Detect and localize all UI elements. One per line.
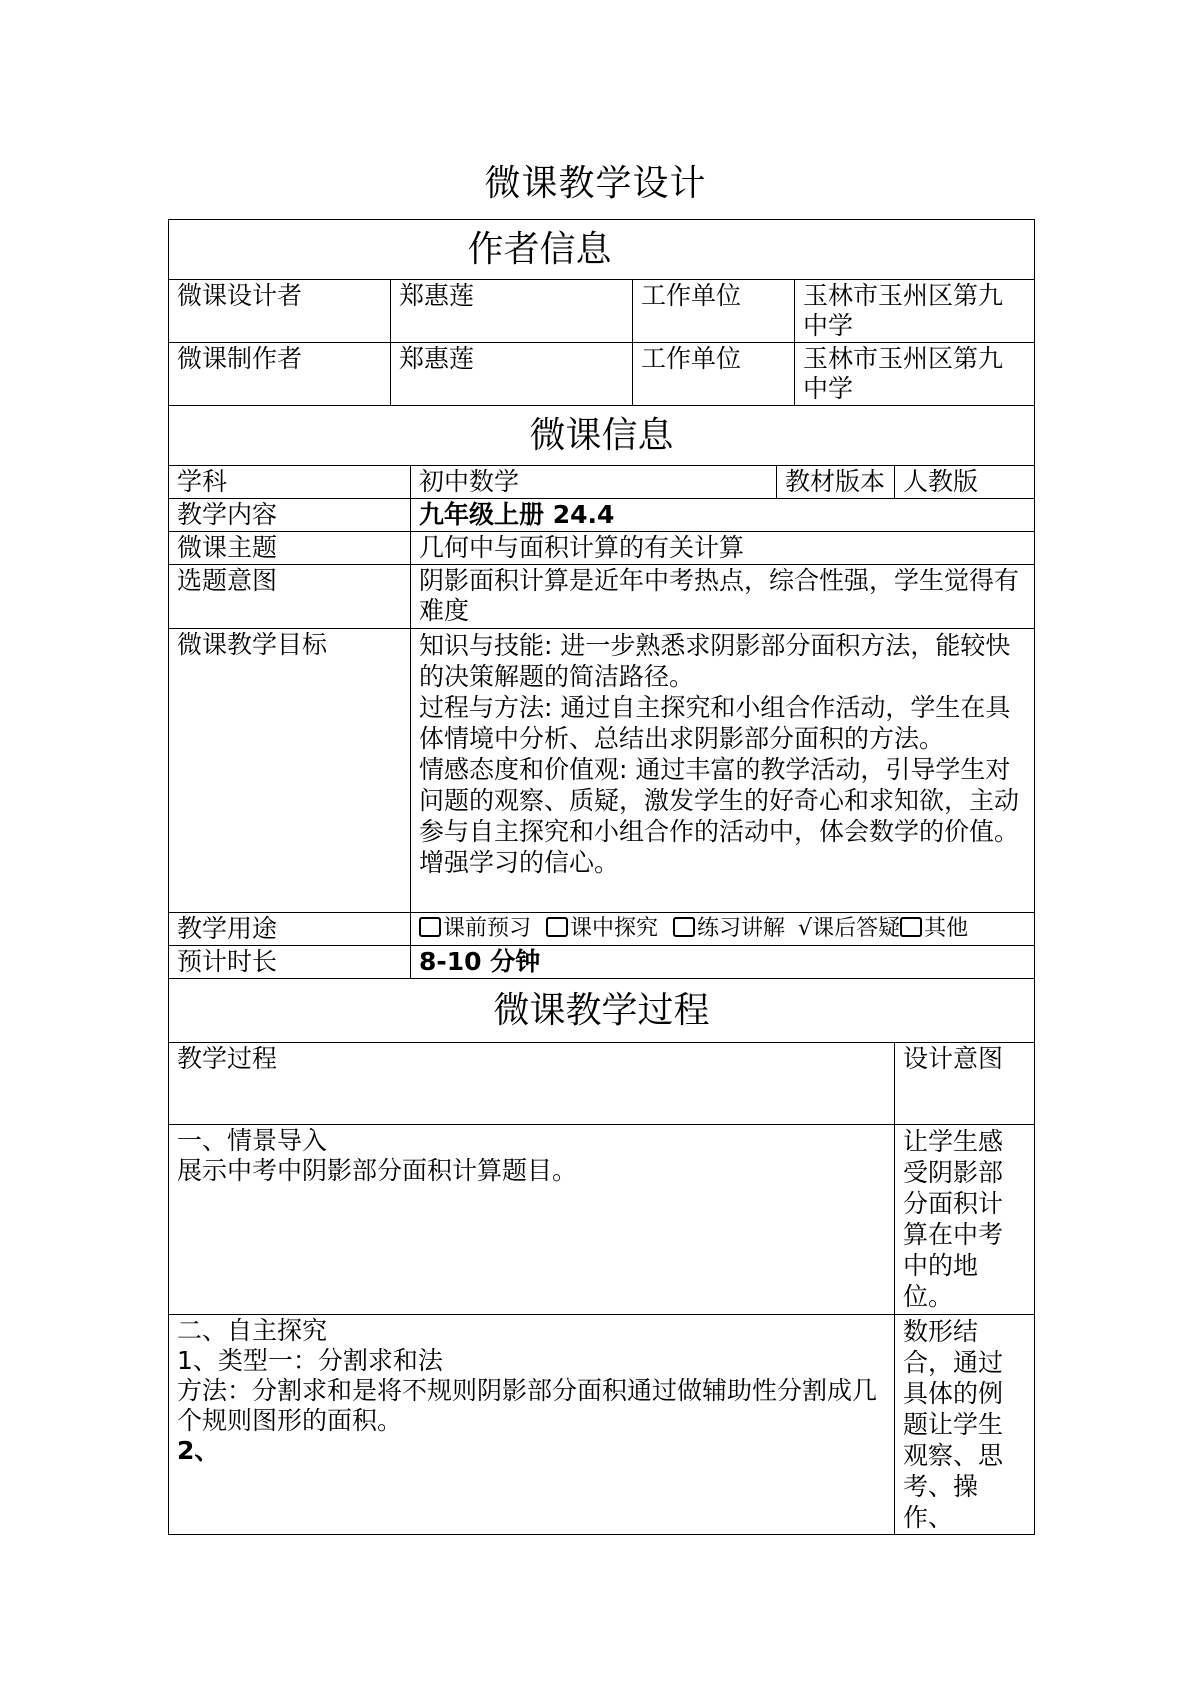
uses-row [169, 913, 1035, 946]
process-column-header: 教学过程 [169, 1043, 895, 1125]
uses-label: 教学用途 [169, 913, 411, 946]
producer-label: 微课制作者 [169, 343, 391, 406]
step-2-method: 方法：分割求和是将不规则阴影部分面积通过做辅助性分割成几个规则图形的面积。 [177, 1376, 878, 1435]
goals-value [411, 629, 1035, 913]
author-row [169, 343, 1035, 406]
step-2-content [169, 1315, 895, 1535]
topic-label: 微课主题 [169, 532, 411, 565]
intent-value: 阴影面积计算是近年中考热点，综合性强，学生觉得有难度 [411, 565, 1035, 629]
pre-class-label: 课前预习 [443, 916, 532, 941]
topic-value: 几何中与面积计算的有关计算 [411, 532, 1035, 565]
content-row [169, 499, 1035, 532]
subject-label: 学科 [169, 466, 411, 499]
intent-column-header: 设计意图 [895, 1043, 1035, 1125]
course-section-heading: 微课信息 [169, 406, 1035, 466]
process-step-row [169, 1315, 1035, 1535]
lesson-design-table [168, 219, 1035, 1535]
designer-unit-label: 工作单位 [633, 280, 795, 343]
in-class-checkbox[interactable] [546, 917, 568, 937]
step-2-type-one: 1、类型一：分割求和法 [177, 1346, 443, 1375]
step-1-content [169, 1125, 895, 1315]
duration-row [169, 946, 1035, 979]
process-header-row [169, 1043, 1035, 1125]
goal-knowledge: 知识与技能: 进一步熟悉求阴影部分面积方法，能较快的决策解题的简洁路径。 [419, 631, 1011, 691]
duration-label: 预计时长 [169, 946, 411, 979]
other-label: 其他 [924, 916, 969, 941]
author-row [169, 280, 1035, 343]
designer-unit: 玉林市玉州区第九中学 [795, 280, 1035, 343]
step-2-item-2: 2、 [177, 1436, 220, 1465]
step-1-intent: 让学生感受阴影部分面积计算在中考中的地位。 [895, 1125, 1035, 1315]
pre-class-checkbox[interactable] [419, 917, 441, 937]
duration-value: 8-10 分钟 [411, 946, 1035, 979]
after-class-label: 课后答疑 [812, 916, 901, 941]
content-value: 九年级上册 24.4 [411, 499, 1035, 532]
author-section-heading: 作者信息 [169, 220, 1035, 280]
step-1-text: 展示中考中阴影部分面积计算题目。 [177, 1156, 578, 1185]
step-2-heading: 二、自主探究 [177, 1316, 328, 1345]
uses-options [411, 913, 1035, 946]
subject-row [169, 466, 1035, 499]
designer-name: 郑惠莲 [391, 280, 633, 343]
edition-value: 人教版 [895, 466, 1035, 499]
producer-unit-label: 工作单位 [633, 343, 795, 406]
content-label: 教学内容 [169, 499, 411, 532]
topic-row [169, 532, 1035, 565]
edition-label: 教材版本 [777, 466, 895, 499]
subject-value: 初中数学 [411, 466, 777, 499]
document-title: 微课教学设计 [484, 163, 707, 204]
intent-row [169, 565, 1035, 629]
other-checkbox[interactable] [900, 917, 922, 937]
goal-process: 过程与方法: 通过自主探究和小组合作活动，学生在具体情境中分析、总结出求阴影部分面积的方法。 [419, 693, 1011, 753]
goal-attitude: 情感态度和价值观: 通过丰富的教学活动，引导学生对问题的观察、质疑，激发学生的好奇心和求知欲，主动参与自主探究和小组合作的活动中，体会数学的价值。增强学习的信心。 [419, 755, 1020, 877]
goals-label: 微课教学目标 [169, 629, 411, 913]
process-section-heading: 微课教学过程 [169, 979, 1035, 1043]
process-step-row [169, 1125, 1035, 1315]
designer-label: 微课设计者 [169, 280, 391, 343]
practice-label: 练习讲解 [697, 916, 786, 941]
producer-unit: 玉林市玉州区第九中学 [795, 343, 1035, 406]
in-class-label: 课中探究 [570, 916, 659, 941]
goals-row [169, 629, 1035, 913]
step-2-intent: 数形结合，通过具体的例题让学生观察、思考、操作、 [895, 1315, 1035, 1535]
after-class-check-mark[interactable]: √ [798, 916, 813, 941]
producer-name: 郑惠莲 [391, 343, 633, 406]
practice-checkbox[interactable] [673, 917, 695, 937]
step-1-heading: 一、情景导入 [177, 1126, 328, 1155]
intent-label: 选题意图 [169, 565, 411, 629]
